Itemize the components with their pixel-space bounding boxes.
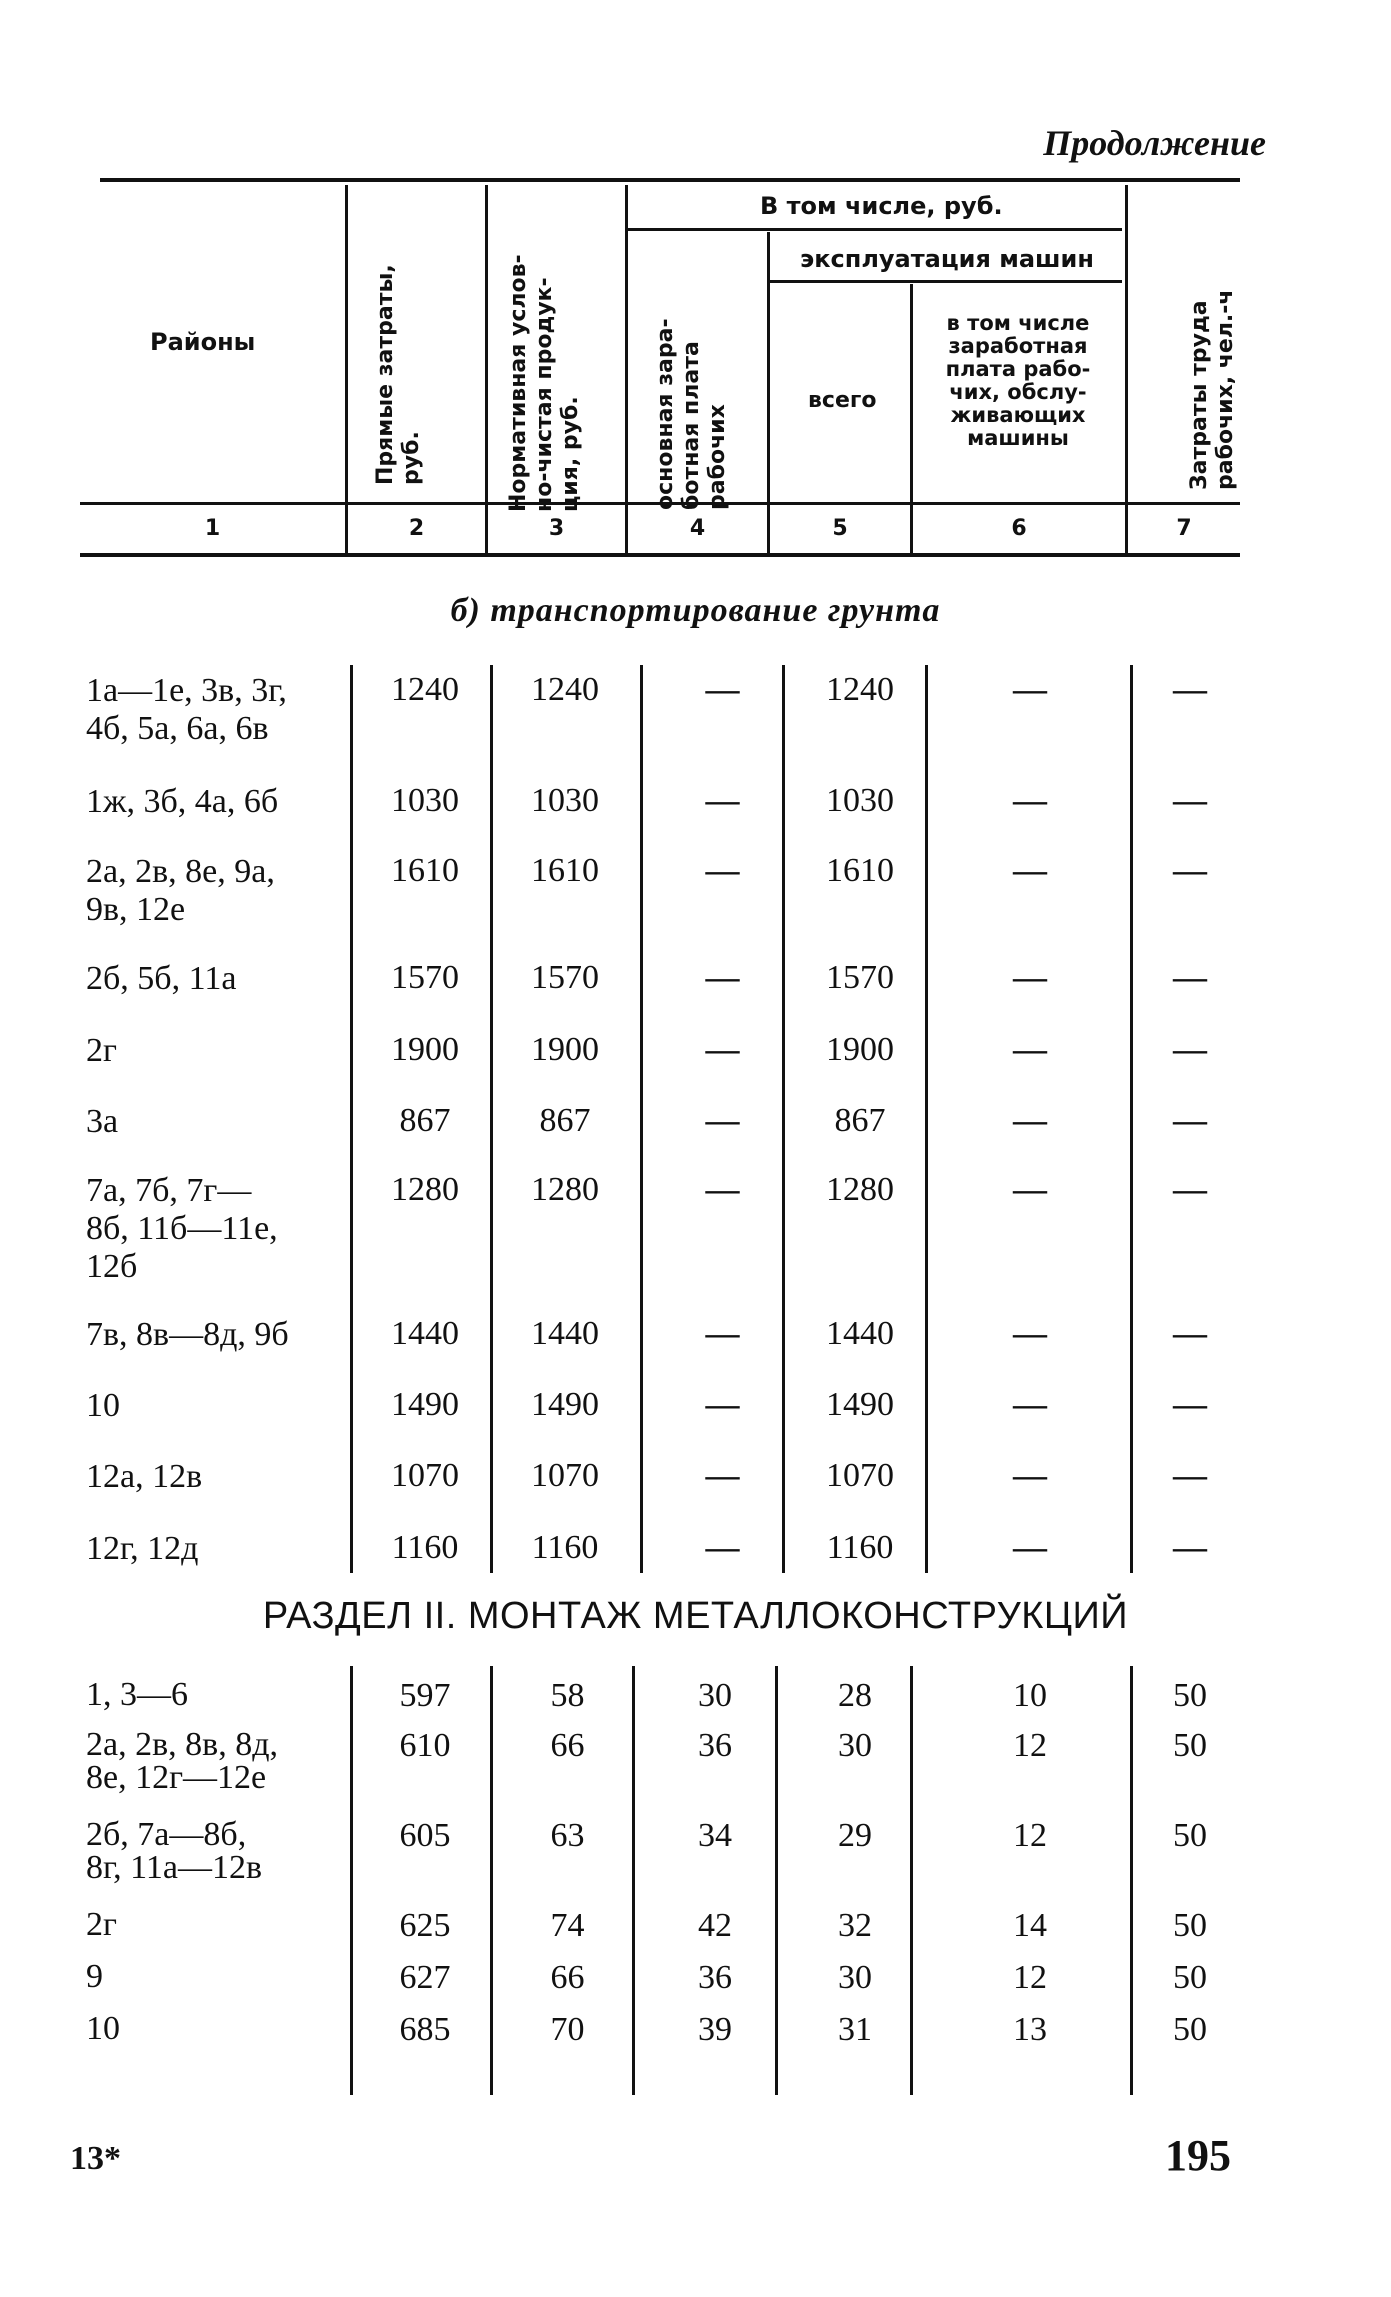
cell-c4: 42 [698, 1907, 732, 1944]
machine-rule [770, 280, 1122, 283]
cell-c3: 1070 [531, 1457, 599, 1494]
cell-c4: — [705, 1031, 740, 1068]
cell-c6: — [1013, 782, 1047, 819]
cell-c5: 1070 [826, 1457, 894, 1494]
cell-c2: 605 [399, 1817, 451, 1854]
column-rule [350, 665, 353, 1573]
header-direct-costs: Прямые затраты, руб. [373, 264, 424, 485]
cell-c5: 1900 [826, 1031, 894, 1068]
cell-c4: — [705, 671, 740, 708]
region-cell: 10 [86, 2010, 120, 2047]
column-rule [350, 1666, 353, 2095]
col-number-3: 3 [548, 516, 565, 541]
column-rule [925, 665, 928, 1573]
col-number-4: 4 [689, 516, 706, 541]
col-number-2: 2 [408, 516, 425, 541]
region-cell: 10 [86, 1387, 120, 1424]
header-vline [910, 284, 913, 555]
cell-c6: — [1013, 1171, 1047, 1208]
region-cell: 2г [86, 1906, 117, 1943]
cell-c4: — [705, 1171, 740, 1208]
cell-c5: 1440 [826, 1315, 894, 1352]
header-labor-costs: Затраты труда рабочих, чел.-ч [1187, 289, 1238, 490]
cell-c7: — [1173, 1102, 1207, 1139]
cell-c6: — [1013, 1529, 1047, 1566]
cell-c4: — [705, 1529, 740, 1566]
cell-c3: 1160 [531, 1529, 599, 1566]
section-title: РАЗДЕЛ II. МОНТАЖ МЕТАЛЛОКОНСТРУКЦИЙ [262, 1595, 1129, 1637]
cell-c2: 625 [399, 1907, 451, 1944]
cell-c2: 685 [399, 2011, 451, 2048]
col-number-7: 7 [1176, 516, 1192, 541]
column-rule [490, 1666, 493, 2095]
cell-c6: — [1013, 1031, 1047, 1068]
cell-c5: 29 [838, 1817, 872, 1854]
cell-c2: 597 [399, 1677, 451, 1714]
cell-c2: 867 [399, 1102, 451, 1139]
cell-c5: 867 [834, 1102, 886, 1139]
header-base-wage: основная зара- ботная плата рабочих [653, 318, 730, 510]
cell-c2: 610 [399, 1727, 451, 1764]
cell-c6: 12 [1013, 1727, 1047, 1764]
cell-c7: — [1173, 1171, 1207, 1208]
cell-c3: 1240 [531, 671, 599, 708]
cell-c7: 50 [1173, 1959, 1207, 1996]
subsection-title: б) транспортирование грунта [450, 592, 941, 629]
cell-c4: 30 [698, 1677, 732, 1714]
cell-c3: 1610 [531, 852, 599, 889]
region-cell: 1, 3—6 [86, 1676, 188, 1713]
column-rule [490, 665, 493, 1573]
cell-c5: 30 [838, 1727, 872, 1764]
column-rule [782, 665, 785, 1573]
cell-c7: — [1173, 671, 1207, 708]
header-incl-wage: в том числе заработная плата рабо- чих, обслу- живающих машины [945, 311, 1091, 450]
cell-c5: 1030 [826, 782, 894, 819]
header-vline [1125, 185, 1128, 555]
cell-c6: — [1013, 1102, 1047, 1139]
header-total: всего [808, 388, 877, 413]
cell-c4: — [705, 1457, 740, 1494]
cell-c2: 1280 [391, 1171, 459, 1208]
column-rule [640, 665, 643, 1573]
header-machine-ops: эксплуатация машин [800, 245, 1094, 273]
cell-c3: 1280 [531, 1171, 599, 1208]
cell-c2: 1900 [391, 1031, 459, 1068]
region-cell: 2б, 7а—8б, 8г, 11а—12в [86, 1816, 262, 1886]
header-top-rule [100, 178, 1240, 182]
cell-c6: — [1013, 1386, 1047, 1423]
cell-c7: — [1173, 1386, 1207, 1423]
cell-c7: — [1173, 1315, 1207, 1352]
cell-c7: 50 [1173, 2011, 1207, 2048]
region-cell: 7в, 8в—8д, 9б [86, 1316, 289, 1353]
cell-c7: 50 [1173, 1907, 1207, 1944]
cell-c3: 1900 [531, 1031, 599, 1068]
cell-c6: 13 [1013, 2011, 1047, 2048]
cell-c2: 1440 [391, 1315, 459, 1352]
cell-c5: 28 [838, 1677, 872, 1714]
region-cell: 12г, 12д [86, 1530, 199, 1567]
signature-mark: 13* [70, 2140, 121, 2177]
region-cell: 2г [86, 1032, 117, 1069]
cell-c6: — [1013, 1457, 1047, 1494]
cell-c6: — [1013, 671, 1047, 708]
cell-c5: 1570 [826, 959, 894, 996]
cell-c5: 32 [838, 1907, 872, 1944]
cell-c7: — [1173, 959, 1207, 996]
column-rule [775, 1666, 778, 2095]
cell-c6: 14 [1013, 1907, 1047, 1944]
cell-c4: 34 [698, 1817, 732, 1854]
cell-c3: 1490 [531, 1386, 599, 1423]
cell-c4: — [705, 852, 740, 889]
header-vline [485, 185, 488, 555]
cell-c3: 74 [550, 1907, 585, 1944]
cell-c3: 70 [550, 2011, 585, 2048]
header-regions: Районы [150, 328, 256, 356]
cell-c6: — [1013, 959, 1047, 996]
cell-c7: 50 [1173, 1727, 1207, 1764]
column-rule [1130, 1666, 1133, 2095]
region-cell: 2б, 5б, 11а [86, 960, 237, 997]
cell-c4: — [705, 1315, 740, 1352]
cell-c2: 1610 [391, 852, 459, 889]
region-cell: 12а, 12в [86, 1458, 203, 1495]
continuation-label: Продолжение [1043, 123, 1266, 163]
cell-c4: — [705, 1102, 740, 1139]
cell-c6: 10 [1013, 1677, 1047, 1714]
cell-c6: — [1013, 852, 1047, 889]
cell-c3: 66 [550, 1727, 585, 1764]
cell-c3: 66 [550, 1959, 585, 1996]
cell-c4: 39 [698, 2011, 732, 2048]
cell-c7: — [1173, 1529, 1207, 1566]
cell-c7: — [1173, 1457, 1207, 1494]
region-cell: 7а, 7б, 7г— 8б, 11б—11е, 12б [86, 1172, 278, 1285]
col-number-1: 1 [204, 516, 221, 541]
cell-c3: 1440 [531, 1315, 599, 1352]
cell-c4: — [705, 959, 740, 996]
cell-c3: 867 [539, 1102, 591, 1139]
cell-c2: 627 [399, 1959, 451, 1996]
cell-c3: 1570 [531, 959, 599, 996]
cell-c3: 63 [550, 1817, 585, 1854]
cell-c2: 1240 [391, 671, 459, 708]
cell-c2: 1570 [391, 959, 459, 996]
cell-c5: 1490 [826, 1386, 894, 1423]
colnum-bottom-rule [80, 553, 1240, 557]
header-vline [767, 232, 770, 555]
including-rule [628, 228, 1122, 231]
cell-c5: 1160 [826, 1529, 894, 1566]
cell-c6: 12 [1013, 1817, 1047, 1854]
header-normative-output: Нормативная услов- но-чистая продук- ция, руб. [506, 254, 583, 512]
cell-c6: — [1013, 1315, 1047, 1352]
cell-c4: 36 [698, 1959, 732, 1996]
cell-c5: 1240 [826, 671, 894, 708]
cell-c2: 1030 [391, 782, 459, 819]
cell-c4: — [705, 1386, 740, 1423]
page-number: 195 [1165, 2131, 1231, 2180]
col-number-5: 5 [832, 516, 848, 541]
cell-c5: 30 [838, 1959, 872, 1996]
cell-c5: 1610 [826, 852, 894, 889]
header-vline [345, 185, 348, 555]
header-vline [625, 185, 628, 555]
cell-c3: 1030 [531, 782, 599, 819]
cell-c7: — [1173, 782, 1207, 819]
col-number-6: 6 [1011, 516, 1027, 541]
cell-c5: 31 [838, 2011, 872, 2048]
cell-c7: 50 [1173, 1817, 1207, 1854]
cell-c5: 1280 [826, 1171, 894, 1208]
cell-c2: 1160 [391, 1529, 459, 1566]
region-cell: 2а, 2в, 8в, 8д, 8е, 12г—12е [86, 1726, 278, 1796]
region-cell: 9 [86, 1958, 103, 1995]
region-cell: 2а, 2в, 8е, 9а, 9в, 12е [86, 853, 275, 928]
cell-c4: — [705, 782, 740, 819]
region-cell: 1а—1е, 3в, 3г, 4б, 5а, 6а, 6в [86, 672, 287, 747]
cell-c2: 1490 [391, 1386, 459, 1423]
column-rule [910, 1666, 913, 2095]
region-cell: 3а [86, 1103, 119, 1140]
region-cell: 1ж, 3б, 4а, 6б [86, 783, 279, 820]
cell-c7: 50 [1173, 1677, 1207, 1714]
header-including: В том числе, руб. [760, 192, 1003, 220]
column-rule [632, 1666, 635, 2095]
column-rule [1130, 665, 1133, 1573]
cell-c6: 12 [1013, 1959, 1047, 1996]
cell-c2: 1070 [391, 1457, 459, 1494]
cell-c7: — [1173, 1031, 1207, 1068]
cell-c7: — [1173, 852, 1207, 889]
cell-c4: 36 [698, 1727, 732, 1764]
cell-c3: 58 [550, 1677, 585, 1714]
